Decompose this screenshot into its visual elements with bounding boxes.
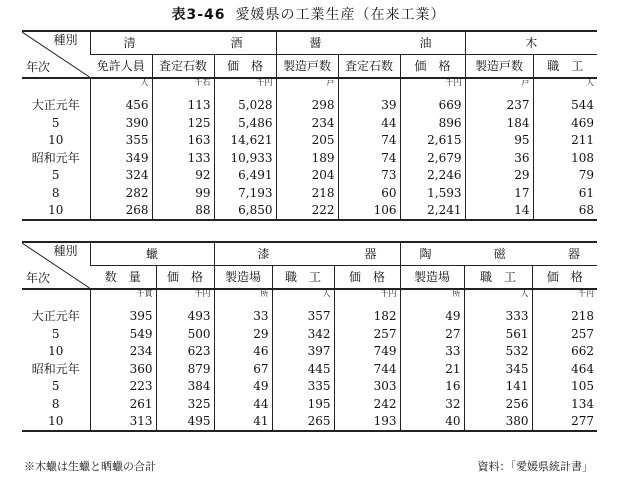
unit-cell [338,78,400,97]
value-cell: 360 [90,360,156,378]
column-header: 価 格 [532,266,597,290]
value-cell: 125 [152,114,214,132]
value-cell: 265 [272,413,334,432]
value-cell: 60 [338,184,400,202]
value-cell: 113 [152,97,214,115]
value-cell: 357 [272,308,334,326]
value-cell: 342 [272,325,334,343]
value-cell: 5,028 [214,97,276,115]
table-corner [22,242,90,289]
value-cell: 218 [532,308,597,326]
value-cell: 10,933 [214,149,276,167]
year-label: 年次 [26,60,51,74]
source-note: 資料：「愛媛県統計書」 [477,460,593,473]
year-cell: 昭和元年 [31,150,80,165]
value-cell: 222 [276,202,338,221]
value-cell: 92 [152,167,214,185]
table-row [22,167,597,185]
value-cell: 549 [90,325,156,343]
table-row [22,360,597,378]
value-cell: 7,193 [214,184,276,202]
value-cell: 325 [156,395,214,413]
table-number: 表3-46 [171,7,226,23]
value-cell: 257 [334,325,400,343]
column-header: 製造場 [214,266,272,290]
table-row [22,202,597,221]
unit-cell: 千円 [156,289,214,308]
group-header-sake: 清 酒 [90,31,276,55]
value-cell: 67 [214,360,272,378]
value-cell: 95 [465,132,533,150]
value-cell: 68 [533,202,597,221]
industry-table-upper [22,30,597,221]
column-header: 職 工 [533,55,597,79]
unit-cell: 人 [533,78,597,97]
value-cell: 74 [338,149,400,167]
value-cell: 61 [533,184,597,202]
value-cell: 79 [533,167,597,185]
value-cell: 397 [272,343,334,361]
value-cell: 345 [464,360,532,378]
value-cell: 41 [214,413,272,432]
year-cell: 10 [48,133,64,148]
unit-cell: 所 [400,289,464,308]
value-cell: 313 [90,413,156,432]
value-cell: 242 [334,395,400,413]
table-title: 愛媛県の工業生産（在来工業） [235,7,446,23]
value-cell: 333 [464,308,532,326]
table-row [22,343,597,361]
column-header: 職 工 [464,266,532,290]
value-cell: 223 [90,378,156,396]
value-cell: 211 [533,132,597,150]
year-cell: 8 [51,396,60,411]
group-header-ceramics: 陶 磁 器 [400,242,597,266]
value-cell: 256 [464,395,532,413]
value-cell: 49 [400,308,464,326]
year-cell: 5 [51,379,60,394]
table-corner [22,31,90,78]
column-header: 査定石数 [152,55,214,79]
group-header-shoyu: 醤 油 [276,31,465,55]
value-cell: 669 [400,97,465,115]
value-cell: 32 [400,395,464,413]
value-cell: 500 [156,325,214,343]
value-cell: 16 [400,378,464,396]
unit-row [22,78,597,97]
value-cell: 44 [214,395,272,413]
value-cell: 163 [152,132,214,150]
unit-cell: 戸 [276,78,338,97]
value-cell: 36 [465,149,533,167]
value-cell: 384 [156,378,214,396]
value-cell: 33 [400,343,464,361]
value-cell: 257 [532,325,597,343]
value-cell: 662 [532,343,597,361]
value-cell: 234 [90,343,156,361]
value-cell: 879 [156,360,214,378]
value-cell: 17 [465,184,533,202]
unit-row [22,289,597,308]
table-row [22,97,597,115]
value-cell: 469 [533,114,597,132]
value-cell: 14,621 [214,132,276,150]
value-cell: 133 [152,149,214,167]
unit-cell: 所 [214,289,272,308]
year-cell: 10 [48,203,64,218]
type-label: 種別 [53,33,78,47]
table-row [22,184,597,202]
value-cell: 6,850 [214,202,276,221]
unit-cell [22,289,90,308]
value-cell: 335 [272,378,334,396]
column-header: 査定石数 [338,55,400,79]
value-cell: 14 [465,202,533,221]
value-cell: 46 [214,343,272,361]
table-row [22,395,597,413]
value-cell: 749 [334,343,400,361]
value-cell: 544 [533,97,597,115]
value-cell: 282 [90,184,152,202]
value-cell: 99 [152,184,214,202]
value-cell: 29 [465,167,533,185]
value-cell: 134 [532,395,597,413]
unit-cell: 人 [272,289,334,308]
year-label: 年次 [26,271,51,285]
value-cell: 29 [214,325,272,343]
value-cell: 349 [90,149,152,167]
year-cell: 昭和元年 [31,361,80,376]
value-cell: 39 [338,97,400,115]
value-cell: 21 [400,360,464,378]
value-cell: 27 [400,325,464,343]
industry-table-lower [22,241,597,432]
value-cell: 298 [276,97,338,115]
value-cell: 40 [400,413,464,432]
column-header: 免許人員 [90,55,152,79]
table-row [22,308,597,326]
value-cell: 189 [276,149,338,167]
value-cell: 44 [338,114,400,132]
value-cell: 6,491 [214,167,276,185]
value-cell: 324 [90,167,152,185]
value-cell: 464 [532,360,597,378]
unit-cell: 千円 [214,78,276,97]
year-cell: 大正元年 [31,98,80,113]
column-header: 数 量 [90,266,156,290]
footnote: ※木蠟は生蠟と晒蠟の合計 [24,460,156,473]
unit-cell: 千円 [334,289,400,308]
value-cell: 49 [214,378,272,396]
table-row [22,325,597,343]
value-cell: 623 [156,343,214,361]
value-cell: 532 [464,343,532,361]
value-cell: 744 [334,360,400,378]
year-cell: 5 [51,326,60,341]
type-label: 種別 [53,244,78,258]
column-header: 価 格 [334,266,400,290]
unit-cell: 千円 [400,78,465,97]
year-cell: 10 [48,344,64,359]
value-cell: 33 [214,308,272,326]
column-header: 職 工 [272,266,334,290]
column-header: 製造場 [400,266,464,290]
value-cell: 218 [276,184,338,202]
page-title [0,4,617,24]
year-cell: 5 [51,115,60,130]
value-cell: 495 [156,413,214,432]
value-cell: 1,593 [400,184,465,202]
unit-cell: 千円 [532,289,597,308]
value-cell: 277 [532,413,597,432]
value-cell: 355 [90,132,152,150]
column-header: 製造戸数 [465,55,533,79]
value-cell: 390 [90,114,152,132]
value-cell: 204 [276,167,338,185]
unit-cell: 千石 [152,78,214,97]
value-cell: 88 [152,202,214,221]
value-cell: 237 [465,97,533,115]
value-cell: 561 [464,325,532,343]
column-header: 価 格 [214,55,276,79]
unit-cell [22,78,90,97]
table-row [22,149,597,167]
value-cell: 195 [272,395,334,413]
value-cell: 2,246 [400,167,465,185]
unit-cell: 戸 [465,78,533,97]
value-cell: 105 [532,378,597,396]
value-cell: 205 [276,132,338,150]
unit-cell: 人 [90,78,152,97]
column-header: 価 格 [400,55,465,79]
year-cell: 大正元年 [31,309,80,324]
value-cell: 74 [338,132,400,150]
value-cell: 106 [338,202,400,221]
table-row [22,132,597,150]
value-cell: 184 [465,114,533,132]
value-cell: 193 [334,413,400,432]
value-cell: 5,486 [214,114,276,132]
year-cell: 10 [48,414,64,429]
table-row [22,114,597,132]
value-cell: 234 [276,114,338,132]
value-cell: 108 [533,149,597,167]
value-cell: 268 [90,202,152,221]
value-cell: 896 [400,114,465,132]
value-cell: 380 [464,413,532,432]
value-cell: 395 [90,308,156,326]
table-row [22,413,597,432]
value-cell: 2,615 [400,132,465,150]
unit-cell: 人 [464,289,532,308]
value-cell: 73 [338,167,400,185]
value-cell: 182 [334,308,400,326]
value-cell: 141 [464,378,532,396]
unit-cell: 千貫 [90,289,156,308]
column-header: 価 格 [156,266,214,290]
value-cell: 2,679 [400,149,465,167]
group-header-wax: 蠟 [90,242,214,266]
table-row [22,378,597,396]
value-cell: 2,241 [400,202,465,221]
group-header-lacquerware: 漆 器 [214,242,400,266]
value-cell: 493 [156,308,214,326]
group-header-wood: 木 [465,31,597,55]
value-cell: 261 [90,395,156,413]
value-cell: 303 [334,378,400,396]
value-cell: 445 [272,360,334,378]
year-cell: 8 [51,185,60,200]
year-cell: 5 [51,168,60,183]
value-cell: 456 [90,97,152,115]
column-header: 製造戸数 [276,55,338,79]
